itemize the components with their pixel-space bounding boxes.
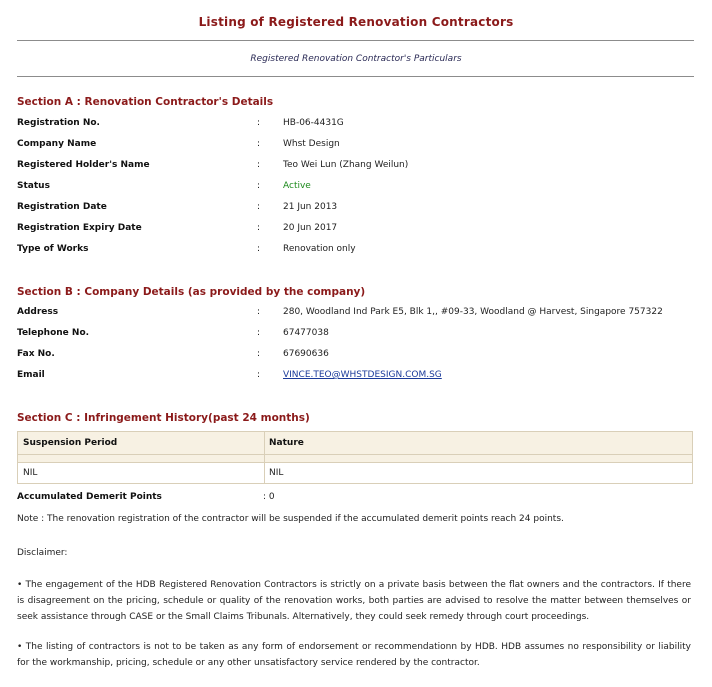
registration-no-value: HB-06-4431G bbox=[283, 118, 344, 128]
section-b-heading: Section B : Company Details (as provided by the company) bbox=[17, 286, 366, 298]
colon: : bbox=[257, 118, 261, 128]
status-label: Status bbox=[17, 181, 50, 191]
expiry-date-value: 20 Jun 2017 bbox=[283, 223, 338, 233]
address-value: 280, Woodland Ind Park E5, Blk 1,, #09-33, Woodland @ Harvest, Singapore 757322 bbox=[283, 307, 663, 317]
disclaimer-paragraph-1: • The engagement of the HDB Registered Renovation Contractors is strictly on a private basis between the flat owners and the contractors. If there is disagreement on the pricing, schedule or quality of the renovation works, both parties are advised to resolve the matter between themselves or seek assistance through CASE or the Small Claims Tribunals. Alternatively, they could seek remedy through court proceedings. bbox=[17, 580, 691, 622]
colon: : bbox=[257, 370, 261, 380]
type-of-works-value: Renovation only bbox=[283, 244, 356, 254]
telephone-row bbox=[17, 328, 694, 342]
divider-top bbox=[17, 40, 694, 41]
email-label: Email bbox=[17, 370, 45, 380]
type-of-works-label: Type of Works bbox=[17, 244, 89, 254]
colon: : bbox=[257, 307, 261, 317]
expiry-date-row bbox=[17, 223, 694, 237]
holder-value: Teo Wei Lun (Zhang Weilun) bbox=[283, 160, 409, 170]
demerit-value: : 0 bbox=[263, 492, 275, 502]
registration-date-row bbox=[17, 202, 694, 216]
email-link[interactable]: VINCE.TEO@WHSTDESIGN.COM.SG bbox=[283, 370, 442, 380]
fax-row bbox=[17, 349, 694, 363]
infringement-table bbox=[17, 431, 693, 484]
type-of-works-row bbox=[17, 244, 694, 258]
colon: : bbox=[257, 202, 261, 212]
cell-suspension: NIL bbox=[23, 468, 38, 478]
holder-label: Registered Holder's Name bbox=[17, 160, 150, 170]
colon: : bbox=[257, 181, 261, 191]
expiry-date-label: Registration Expiry Date bbox=[17, 223, 142, 233]
company-name-value: Whst Design bbox=[283, 139, 340, 149]
disclaimer-paragraph-2: • The listing of contractors is not to be taken as any form of endorsement or recommendationn by HDB. HDB assumes no responsibility or liability for the workmanship, pricing, schedule or any other unsatisfactory service rendered by the contractor. bbox=[17, 642, 691, 668]
email-row bbox=[17, 370, 694, 384]
colon: : bbox=[257, 244, 261, 254]
registration-date-label: Registration Date bbox=[17, 202, 107, 212]
registration-no-row bbox=[17, 118, 694, 132]
company-name-label: Company Name bbox=[17, 139, 97, 149]
section-a-heading: Section A : Renovation Contractor's Details bbox=[17, 96, 274, 108]
demerit-label: Accumulated Demerit Points bbox=[17, 492, 162, 502]
cell-nature: NIL bbox=[269, 468, 284, 478]
fax-value: 67690636 bbox=[283, 349, 329, 359]
colon: : bbox=[257, 160, 261, 170]
holder-row bbox=[17, 160, 694, 174]
address-label: Address bbox=[17, 307, 59, 317]
fax-label: Fax No. bbox=[17, 349, 55, 359]
colon: : bbox=[257, 349, 261, 359]
colon: : bbox=[257, 139, 261, 149]
colon: : bbox=[257, 328, 261, 338]
column-divider bbox=[264, 432, 265, 483]
table-spacer-row bbox=[18, 455, 692, 463]
company-name-row bbox=[17, 139, 694, 153]
status-value: Active bbox=[283, 181, 311, 191]
address-row bbox=[17, 307, 694, 321]
divider-subtitle bbox=[17, 76, 694, 77]
suspension-note: Note : The renovation registration of the contractor will be suspended if the accumulated demerit points reach 24 points. bbox=[17, 514, 564, 524]
telephone-value: 67477038 bbox=[283, 328, 329, 338]
registration-no-label: Registration No. bbox=[17, 118, 100, 128]
colon: : bbox=[257, 223, 261, 233]
page-subtitle: Registered Renovation Contractor's Particulars bbox=[250, 54, 462, 64]
telephone-label: Telephone No. bbox=[17, 328, 90, 338]
column-header-suspension: Suspension Period bbox=[23, 438, 118, 448]
column-header-nature: Nature bbox=[269, 438, 304, 448]
status-row bbox=[17, 181, 694, 195]
page-title: Listing of Registered Renovation Contractors bbox=[198, 15, 514, 29]
disclaimer-heading: Disclaimer: bbox=[17, 548, 68, 558]
registration-date-value: 21 Jun 2013 bbox=[283, 202, 338, 212]
table-header bbox=[18, 432, 692, 455]
demerit-row bbox=[17, 492, 694, 506]
section-c-heading: Section C : Infringement History(past 24 months) bbox=[17, 412, 310, 424]
